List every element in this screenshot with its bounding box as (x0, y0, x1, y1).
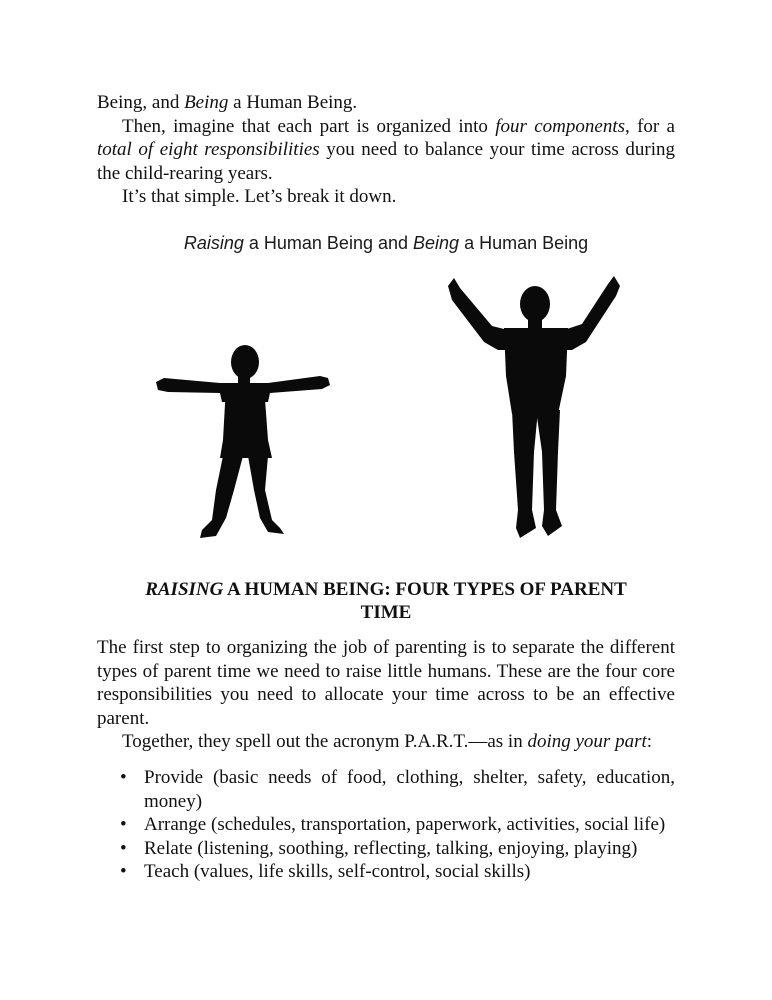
child-silhouette-icon (150, 340, 335, 545)
section-body (97, 636, 675, 754)
intro-paragraph-2: Then, imagine that each part is organized into four components, for a total of eight responsibilities you need to balance your time across during the child-rearing years. (97, 115, 675, 184)
section-paragraph-1: The first step to organizing the job of parenting is to separate the different types of parent time we need to raise little humans. These are the four core responsibilities you need to allocate your time across to be an effective parent. (97, 637, 675, 729)
section-heading-line-2: TIME (360, 602, 412, 623)
part-list (120, 766, 675, 884)
list-item: • Provide (basic needs of food, clothing, shelter, safety, education, money) (120, 766, 675, 813)
intro-paragraph-3: It’s that simple. Let’s break it down. (122, 186, 397, 207)
list-item: • Relate (listening, soothing, reflecting, talking, enjoying, playing) (120, 837, 675, 861)
intro-line-1: Being, and Being a Human Being. (97, 92, 358, 113)
adult-silhouette-icon (440, 272, 630, 544)
section-paragraph-2: Together, they spell out the acronym P.A.R.T.—as in doing your part: (122, 731, 653, 752)
list-item: • Arrange (schedules, transportation, paperwork, activities, social life) (120, 813, 675, 837)
section-heading (97, 578, 675, 624)
section-heading-line-1: RAISING A HUMAN BEING: FOUR TYPES OF PARENT (145, 579, 627, 600)
intro-text (97, 91, 675, 209)
figure-title: Raising a Human Being and Being a Human Being (183, 233, 589, 253)
list-item: • Teach (values, life skills, self-control, social skills) (120, 860, 675, 884)
